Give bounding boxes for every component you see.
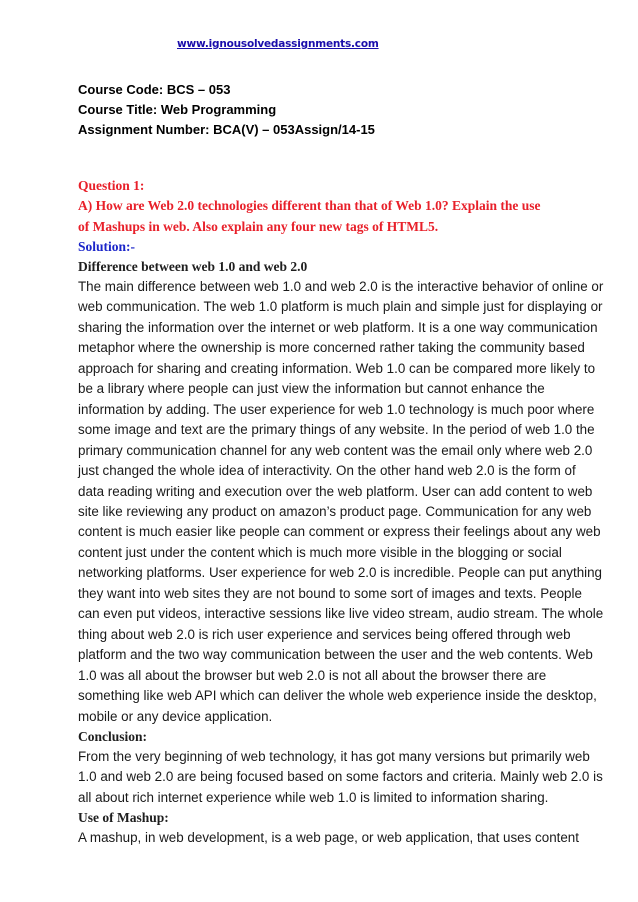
paragraph-line: all about rich internet experience while web 1.0 is limited to information sharing. [78, 789, 549, 805]
paragraph-line: just changed the whole idea of interactivity. On the other hand web 2.0 is the form of [78, 463, 576, 479]
solution-label: Solution:- [78, 239, 136, 254]
paragraph-line: A mashup, in web development, is a web page, or web application, that uses content [78, 830, 579, 846]
paragraph-line: can even put videos, interactive sessions like live video stream, audio stream. The whole [78, 606, 604, 622]
paragraph-line: content is much easier like people can comment or express their feelings about any web [78, 524, 601, 540]
paragraph-line: information by adding. The user experience for web 1.0 technology is much poor where [78, 401, 595, 417]
question-line: of Mashups in web. Also explain any four new tags of HTML5. [78, 218, 439, 234]
paragraph-line: content just under the content which is much more visible in the blogging or social [78, 544, 562, 560]
section-heading-mashup: Use of Mashup: [78, 810, 169, 826]
course-code: Course Code: BCS – 053 [78, 82, 231, 97]
section-paragraph-mashup [78, 828, 579, 848]
paragraph-line: 1.0 was all about the browser but web 2.0 is not all about the browser there are [78, 667, 547, 683]
section-heading-difference: Difference between web 1.0 and web 2.0 [78, 259, 308, 274]
paragraph-line: approach for sharing and creating information. Web 1.0 can be compared more likely to [78, 360, 596, 376]
header-website-link[interactable]: www.ignousolvedassignments.com [177, 38, 379, 50]
paragraph-line: networking platforms. User experience for web 2.0 is incredible. People can put anything [78, 565, 603, 581]
paragraph-line: platform and the two way communication between the user and the web contents. Web [78, 647, 593, 663]
paragraph-line: metaphor where the ownership is more concerned rather taking the community based [78, 340, 585, 356]
paragraph-line: thing about web 2.0 is rich user experience and services being offered through web [78, 626, 571, 642]
paragraph-line: some image and text are the primary things of any website. In the period of web 1.0 the [78, 422, 595, 438]
paragraph-line: be a library where people can just view the information but cannot enhance the [78, 381, 545, 397]
assignment-number: Assignment Number: BCA(V) – 053Assign/14-15 [78, 122, 375, 137]
paragraph-line: they want into web sites they are not bound to some sort of images and texts. People [78, 585, 582, 601]
paragraph-line: something like web API which can deliver the whole web experience inside the desktop, [78, 688, 597, 704]
section-heading-conclusion: Conclusion: [78, 728, 148, 744]
paragraph-line: From the very beginning of web technology, it has got many versions but primarily web [78, 748, 590, 764]
paragraph-line: site like reviewing any product on amazon’s product page. Communication for any web [78, 503, 592, 519]
paragraph-line: data reading writing and execution over the web platform. User can add content to web [78, 483, 593, 499]
paragraph-line: sharing the information over the internet or web platform. It is a one way communication [78, 319, 598, 335]
paragraph-line: 1.0 and web 2.0 are being focused based on some factors and criteria. Mainly web 2.0 is [78, 769, 603, 785]
question-line: A) How are Web 2.0 technologies different than that of Web 1.0? Explain the use [78, 198, 541, 213]
section-paragraph-conclusion [78, 747, 603, 808]
paragraph-line: primary communication channel for any web content was the email only where web 2.0 [78, 442, 593, 458]
section-paragraph-difference [78, 277, 604, 727]
document-body [78, 176, 604, 849]
course-meta [78, 80, 375, 140]
question-label: Question 1: [78, 178, 145, 193]
question-text [78, 196, 568, 237]
paragraph-line: web communication. The web 1.0 platform is much plain and simple just for displaying or [78, 299, 603, 315]
paragraph-line: The main difference between web 1.0 and web 2.0 is the interactive behavior of online or [78, 279, 604, 294]
paragraph-line: mobile or any device application. [78, 708, 273, 724]
course-title: Course Title: Web Programming [78, 102, 277, 117]
